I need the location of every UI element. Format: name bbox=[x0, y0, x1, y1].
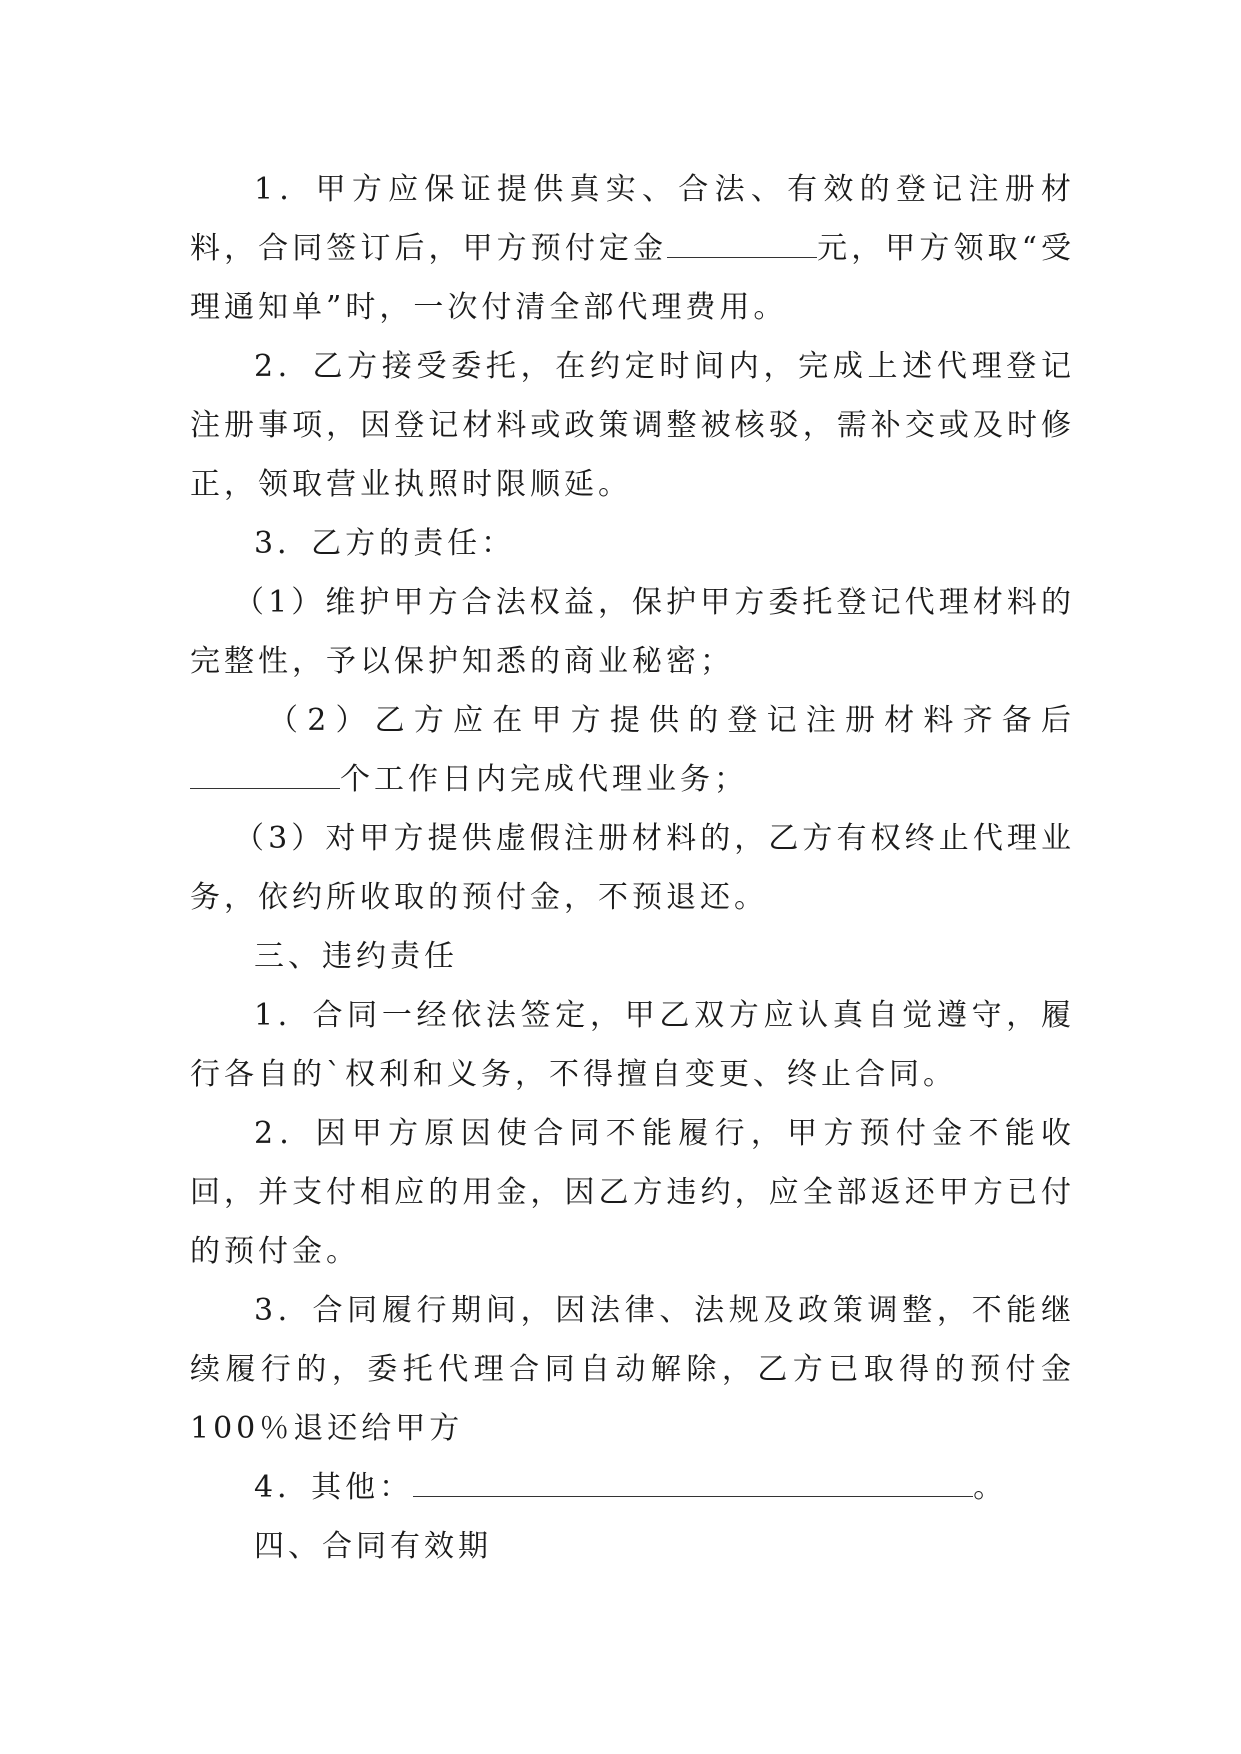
breach-clause-4-other bbox=[190, 1458, 1075, 1517]
clause-3-responsibility-heading: 3．乙方的责任： bbox=[254, 526, 516, 561]
clause-text: 个工作日内完成代理业务； bbox=[340, 762, 748, 797]
other-terms-blank[interactable] bbox=[413, 1466, 973, 1497]
section-heading-breach: 三、违约责任 bbox=[254, 939, 458, 974]
clause-2-entrustment: 2．乙方接受委托，在约定时间内，完成上述代理登记注册事项，因登记材料或政策调整被核驳，需补交或及时修正，领取营业执照时限顺延。 bbox=[190, 349, 1075, 502]
document-page bbox=[190, 160, 1075, 1576]
working-days-blank[interactable] bbox=[190, 758, 340, 789]
clause-text: 。 bbox=[973, 1470, 1008, 1505]
clause-text: 4．其他： bbox=[254, 1470, 414, 1505]
breach-clause-3: 3．合同履行期间，因法律、法规及政策调整，不能继续履行的，委托代理合同自动解除，乙方已取得的预付金100％退还给甲方 bbox=[190, 1293, 1075, 1446]
deposit-amount-blank[interactable] bbox=[667, 227, 817, 258]
clause-3-3: （3）对甲方提供虚假注册材料的，乙方有权终止代理业务，依约所收取的预付金，不预退还。 bbox=[190, 821, 1075, 915]
section-heading-validity: 四、合同有效期 bbox=[254, 1529, 492, 1564]
clause-3-2 bbox=[190, 691, 1075, 809]
clause-text: 1．甲方应保证提供真实、合法、有效的登记注册材料，合同签订后，甲方预付定金 bbox=[190, 172, 1075, 266]
clause-1-deposit bbox=[190, 160, 1075, 337]
breach-clause-1: 1．合同一经依法签定，甲乙双方应认真自觉遵守，履行各自的`权利和义务，不得擅自变更、终止合同。 bbox=[190, 998, 1075, 1092]
clause-3-1: （1）维护甲方合法权益，保护甲方委托登记代理材料的完整性，予以保护知悉的商业秘密； bbox=[190, 585, 1075, 679]
breach-clause-2: 2．因甲方原因使合同不能履行，甲方预付金不能收回，并支付相应的用金，因乙方违约，应全部返还甲方已付的预付金。 bbox=[190, 1116, 1075, 1269]
clause-text: 元，甲方领取“受理通知单”时，一次付清全部代理费用。 bbox=[190, 231, 1076, 325]
clause-text: （2）乙方应在甲方提供的登记注册材料齐备后 bbox=[268, 703, 1075, 738]
